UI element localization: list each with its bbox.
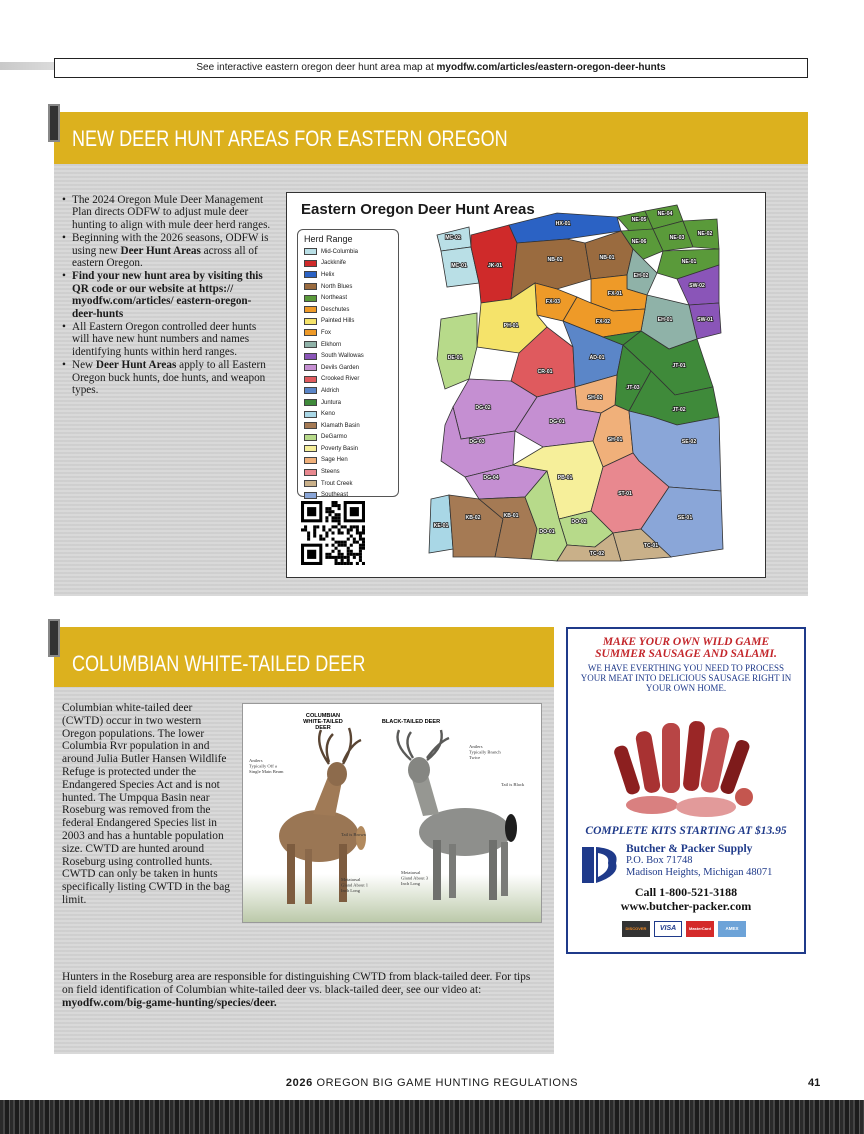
hunt-area-label: SW-02 bbox=[689, 283, 705, 289]
legend-item bbox=[304, 385, 392, 397]
legend-item bbox=[304, 246, 392, 258]
legend-item bbox=[304, 432, 392, 444]
page-footer: 2026 OREGON BIG GAME HUNTING REGULATIONS bbox=[285, 1077, 579, 1089]
legend-swatch bbox=[304, 399, 317, 406]
top-notice bbox=[54, 58, 808, 78]
hunt-area-label: FX-01 bbox=[607, 291, 623, 297]
legend-item bbox=[304, 408, 392, 420]
payment-cards bbox=[622, 921, 746, 937]
legend-item bbox=[304, 397, 392, 409]
hunt-area-label: DO-01 bbox=[539, 529, 555, 535]
legend-swatch bbox=[304, 376, 317, 383]
top-notice-bar bbox=[0, 58, 864, 74]
ad-company-name: Butcher & Packer Supply bbox=[626, 843, 753, 855]
map-regions bbox=[407, 199, 763, 573]
legend-item bbox=[304, 327, 392, 339]
legend-item bbox=[304, 258, 392, 270]
hunt-area-label: DO-02 bbox=[571, 519, 587, 525]
legend-swatch bbox=[304, 422, 317, 429]
legend-label: North Blues bbox=[321, 283, 353, 290]
legend-label: South Wallowas bbox=[321, 353, 364, 360]
hunt-area-label: TC-01 bbox=[643, 543, 659, 549]
cwtd-video-link[interactable]: myodfw.com/big-game-hunting/species/deer. bbox=[62, 997, 277, 1009]
legend-label: Helix bbox=[321, 271, 335, 278]
hunt-areas-banner bbox=[54, 112, 808, 164]
ad-phone[interactable]: Call 1-800-521-3188 bbox=[634, 885, 738, 899]
legend-item bbox=[304, 420, 392, 432]
legend-swatch bbox=[304, 329, 317, 336]
legend-swatch bbox=[304, 480, 317, 487]
binder-clip-icon bbox=[48, 619, 60, 657]
legend-item bbox=[304, 281, 392, 293]
legend-label: Keno bbox=[321, 411, 336, 418]
legend-label: Aldrich bbox=[321, 387, 340, 394]
hunt-area-label: DG-01 bbox=[549, 419, 565, 425]
legend-item bbox=[304, 455, 392, 467]
hunt-area-label: NE-02 bbox=[697, 231, 713, 237]
hunt-area-label: NE-06 bbox=[631, 239, 647, 245]
legend-item bbox=[304, 466, 392, 478]
legend-item bbox=[304, 316, 392, 328]
legend-swatch bbox=[304, 411, 317, 418]
hunt-area-map[interactable] bbox=[286, 192, 766, 578]
ad-headline: MAKE YOUR OWN WILD GAME SUMMER SAUSAGE AND SALAMI. bbox=[595, 636, 777, 660]
hunt-area-label: DG-03 bbox=[469, 439, 485, 445]
legend-item bbox=[304, 443, 392, 455]
hunt-area-label: ST-01 bbox=[618, 491, 632, 497]
hunt-area-label: CR-01 bbox=[537, 369, 553, 375]
bullet-item: • The 2024 Oregon Mule Deer Management Plan directs ODFW to adjust mule deer hunting to align with mule deer herd ranges. bbox=[62, 194, 274, 231]
butcher-packer-ad[interactable] bbox=[566, 627, 806, 954]
legend-item bbox=[304, 339, 392, 351]
legend-label: Elkhorn bbox=[321, 341, 342, 348]
hunt-area-label: KE-01 bbox=[433, 523, 449, 529]
hunt-area-label: EH-02 bbox=[633, 273, 649, 279]
hunt-area-label: SW-01 bbox=[697, 317, 713, 323]
hunt-areas-title: NEW DEER HUNT AREAS FOR EASTERN OREGON bbox=[72, 126, 508, 151]
hunt-area-label: DG-04 bbox=[483, 475, 499, 481]
hunt-area-label: NE-01 bbox=[681, 259, 697, 265]
cwtd-body: Columbian white-tailed deer (CWTD) occur in two western Oregon populations. The lower Columbia Rvr population in and around Julia Butler Hansen Wildlife Refuge is protected under the Endangered Species Act and is not hunted. The Umpqua Basin near Roseburg was removed from the federal Endangered Species list in 2003 and has a huntable population size. CWTD are hunted around Roseburg using controlled hunts. CWTD can only be taken in hunts specifically listing CWTD in the bag limit. bbox=[62, 702, 230, 906]
binder-clip-icon bbox=[48, 104, 60, 142]
amex-card-icon: AMEX bbox=[718, 921, 746, 937]
hunt-areas-bullets bbox=[62, 194, 274, 398]
legend-label: Sage Hen bbox=[321, 457, 348, 464]
hunt-area-label: FX-02 bbox=[595, 319, 611, 325]
hunt-area-label: NE-03 bbox=[669, 235, 685, 241]
legend-label: Southeast bbox=[321, 492, 349, 499]
deer-annotation: Tail is Brown bbox=[341, 832, 366, 837]
bullet-item: • Beginning with the 2026 seasons, ODFW is using new Deer Hunt Areas across all of eastern Oregon. bbox=[62, 232, 274, 269]
hunt-area-label: JT-02 bbox=[672, 407, 686, 413]
ad-address-2: Madison Heights, Michigan 48071 bbox=[626, 867, 773, 878]
ad-address-1: P.O. Box 71748 bbox=[626, 855, 693, 866]
legend-swatch bbox=[304, 318, 317, 325]
hunt-area-label: PB-01 bbox=[557, 475, 573, 481]
legend-swatch bbox=[304, 283, 317, 290]
legend-swatch bbox=[304, 469, 317, 476]
hunt-area-label: EH-01 bbox=[657, 317, 673, 323]
hunt-area-label: DE-01 bbox=[447, 355, 463, 361]
legend-label: Deschutes bbox=[321, 306, 350, 313]
hunt-area-label: KB-02 bbox=[465, 515, 481, 521]
legend-label: Mid-Columbia bbox=[321, 248, 359, 255]
butcher-packer-logo-icon bbox=[580, 845, 622, 885]
legend-item bbox=[304, 292, 392, 304]
ad-subheadline: WE HAVE EVERTHING YOU NEED TO PROCESS YOUR MEAT INTO DELICIOUS SAUSAGE RIGHT IN YOUR OWN HOME. bbox=[580, 663, 792, 693]
legend-swatch bbox=[304, 445, 317, 452]
ad-website[interactable]: www.butcher-packer.com bbox=[620, 899, 752, 913]
legend-swatch bbox=[304, 387, 317, 394]
bullet-item: • Find your new hunt area by visiting this QR code or our website at https:// myodfw.com/articles/ eastern-oregon-deer-hunts bbox=[62, 270, 274, 320]
cwtd-banner bbox=[54, 627, 554, 687]
legend-swatch bbox=[304, 260, 317, 267]
hunt-area-label: KB-01 bbox=[503, 513, 519, 519]
legend-item bbox=[304, 478, 392, 490]
qr-code-icon[interactable] bbox=[301, 501, 365, 565]
hunt-area-label: MC-02 bbox=[445, 235, 461, 241]
legend-label: Devils Garden bbox=[321, 364, 360, 371]
hunt-area-label: SE-02 bbox=[681, 439, 697, 445]
deer-annotation: Tail is Black bbox=[501, 782, 525, 787]
hunt-area-label: JK-01 bbox=[487, 263, 503, 269]
legend-label: Crooked River bbox=[321, 376, 360, 383]
ad-kits-offer: COMPLETE KITS STARTING AT $13.95 bbox=[585, 825, 787, 837]
ad-company-block bbox=[626, 843, 772, 879]
legend-swatch bbox=[304, 271, 317, 278]
legend-label: DeGarmo bbox=[321, 434, 348, 441]
deer-comparison-figure bbox=[242, 703, 542, 923]
ad-contact bbox=[568, 885, 804, 913]
visa-card-icon: VISA bbox=[654, 921, 682, 937]
hunt-area-label: NE-04 bbox=[657, 211, 673, 217]
legend-label: Trout Creek bbox=[321, 480, 353, 487]
hunt-area-label: NB-01 bbox=[599, 255, 615, 261]
hunt-area-label: NB-02 bbox=[547, 257, 563, 263]
hunt-area-label: DG-02 bbox=[475, 405, 491, 411]
hunt-area-label: NE-05 bbox=[631, 217, 647, 223]
hunt-area-label: SH-01 bbox=[607, 437, 623, 443]
legend-label: Juntura bbox=[321, 399, 342, 406]
left-deer-title: COLUMBIAN WHITE-TAILED DEER bbox=[303, 713, 343, 731]
legend-swatch bbox=[304, 306, 317, 313]
deer-annotation: Metatarsal Gland About 3 Inch Long bbox=[401, 870, 429, 886]
hunt-area-label: HX-01 bbox=[555, 221, 571, 227]
legend-swatch bbox=[304, 492, 317, 499]
bullet-item: • New Deer Hunt Areas apply to all Eastern Oregon buck hunts, doe hunts, and weapon types. bbox=[62, 359, 274, 396]
legend-label: Steens bbox=[321, 469, 340, 476]
hunt-area-label: TC-02 bbox=[589, 551, 605, 557]
legend-item bbox=[304, 269, 392, 281]
legend-title: Herd Range bbox=[304, 234, 353, 244]
top-notice-text: See interactive eastern oregon deer hunt area map at bbox=[196, 62, 437, 73]
legend-label: Fox bbox=[321, 329, 332, 336]
legend-item bbox=[304, 362, 392, 374]
sausage-image bbox=[602, 705, 772, 823]
hunt-area-label: MC-01 bbox=[451, 263, 467, 269]
deer-annotation: Antlers Typically Branch Twice bbox=[469, 744, 501, 760]
mastercard-icon: MasterCard bbox=[686, 921, 714, 937]
legend-swatch bbox=[304, 364, 317, 371]
legend-swatch bbox=[304, 457, 317, 464]
hunt-area-label: SH-02 bbox=[587, 395, 603, 401]
legend-item bbox=[304, 350, 392, 362]
deer-annotation: Metatarsal Gland About 1 Inch Long bbox=[341, 877, 369, 893]
legend-label: Jackknife bbox=[321, 260, 347, 267]
deer-annotation: Antlers Typically Off a Single Main Beam bbox=[249, 758, 284, 774]
legend-item bbox=[304, 374, 392, 386]
legend-swatch bbox=[304, 434, 317, 441]
decorative-bottom-strip bbox=[0, 1100, 864, 1134]
hunt-area-label: PH-01 bbox=[503, 323, 519, 329]
page-number: 41 bbox=[808, 1077, 821, 1089]
hunt-area-label: JT-01 bbox=[672, 363, 686, 369]
cwtd-title: COLUMBIAN WHITE-TAILED DEER bbox=[72, 651, 366, 676]
hunt-area-label: SE-01 bbox=[677, 515, 693, 521]
legend-item bbox=[304, 489, 392, 501]
discover-card-icon: DISCOVER bbox=[622, 921, 650, 937]
bullet-item: • All Eastern Oregon controlled deer hunts will have new hunt numbers and names identifying hunts within herd ranges. bbox=[62, 321, 274, 358]
hunt-area-label: FX-03 bbox=[545, 299, 561, 305]
legend-label: Klamath Basin bbox=[321, 422, 360, 429]
map-title: Eastern Oregon Deer Hunt Areas bbox=[301, 201, 535, 218]
cwtd-footer-text: Hunters in the Roseburg area are responsible for distinguishing CWTD from black-tailed deer. For tips on field identification of Columbian white-tailed deer vs. black-tailed deer, see our video at: myodfw.com/big-game-hunting/species/deer. bbox=[62, 971, 531, 1009]
legend-swatch bbox=[304, 295, 317, 302]
legend-swatch bbox=[304, 353, 317, 360]
hunt-area-label: AD-01 bbox=[589, 355, 605, 361]
hunt-area-label: JT-03 bbox=[626, 385, 640, 391]
legend-label: Painted Hills bbox=[321, 318, 355, 325]
legend-item bbox=[304, 304, 392, 316]
legend-swatch bbox=[304, 341, 317, 348]
top-notice-link[interactable]: myodfw.com/articles/eastern-oregon-deer-hunts bbox=[436, 62, 666, 73]
legend-label: Poverty Basin bbox=[321, 445, 359, 452]
hunt-area-de-01[interactable] bbox=[437, 313, 477, 389]
legend-swatch bbox=[304, 248, 317, 255]
legend-label: Northeast bbox=[321, 295, 348, 302]
right-deer-title: BLACK-TAILED DEER bbox=[381, 719, 441, 725]
map-legend bbox=[297, 229, 399, 497]
